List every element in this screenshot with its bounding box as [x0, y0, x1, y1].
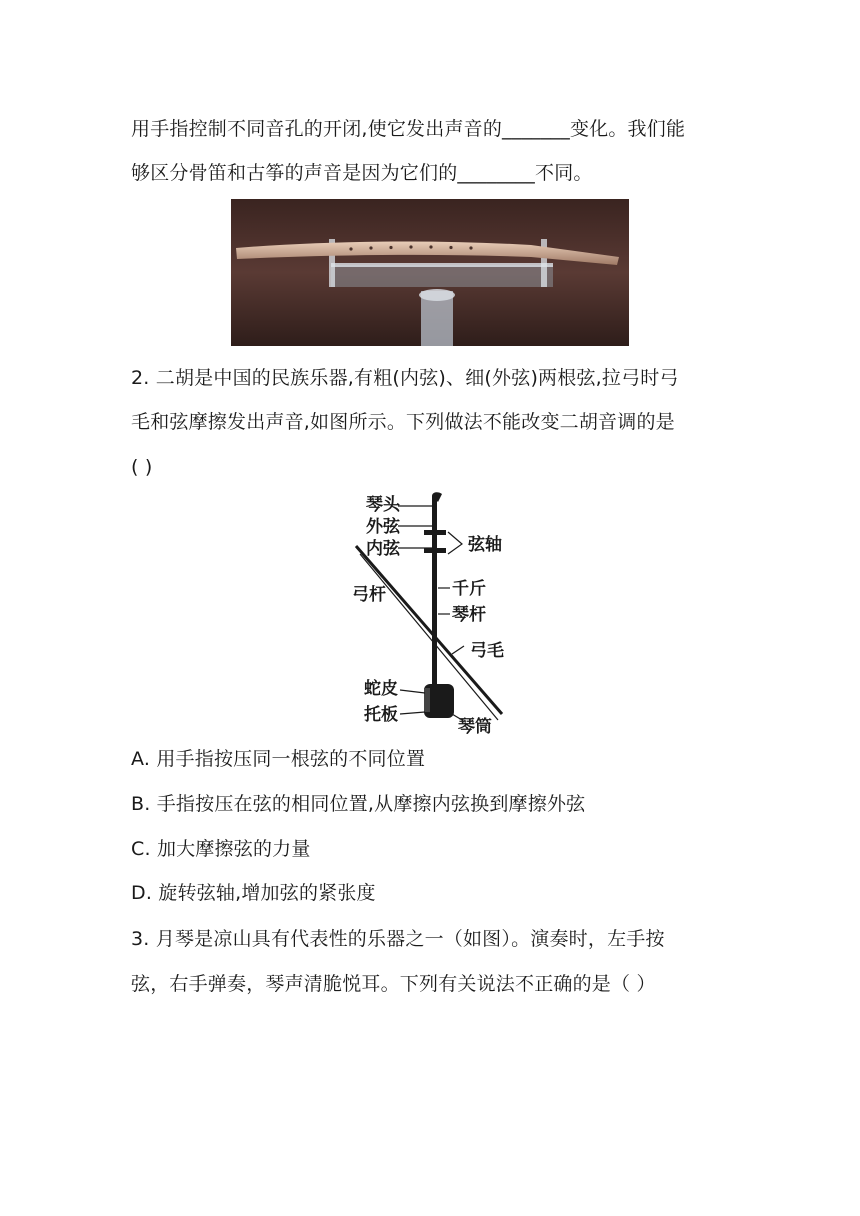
q2-option-d: D. 旋转弦轴,增加弦的紧张度: [131, 882, 376, 904]
erhu-diagram: [352, 488, 524, 734]
erhu-peg-upper: [424, 530, 446, 535]
q2-text-line-2: 毛和弦摩擦发出声音,如图所示。下列做法不能改变二胡音调的是: [131, 411, 675, 433]
erhu-peg-lower: [424, 548, 446, 553]
q2-text-line-1: 2. 二胡是中国的民族乐器,有粗(内弦)、细(外弦)两根弦,拉弓时弓: [131, 367, 679, 389]
label-qintong: 琴筒: [458, 717, 492, 734]
erhu-skin: [424, 688, 430, 712]
label-waixian: 外弦: [366, 517, 400, 537]
q3-text-line-1: 3. 月琴是凉山具有代表性的乐器之一（如图）。演奏时，左手按: [131, 928, 665, 950]
label-tuoban: 托板: [364, 705, 398, 725]
label-xianzhou: 弦轴: [468, 535, 502, 555]
label-gongmao: 弓毛: [470, 641, 504, 661]
label-qintou: 琴头: [366, 495, 400, 515]
q2-text-line-3: ( ): [131, 456, 153, 478]
label-gonggan: 弓杆: [352, 585, 386, 605]
q2-option-a: A. 用手指按压同一根弦的不同位置: [131, 748, 426, 770]
bone-flute-photo: [231, 199, 629, 346]
erhu-neck: [432, 496, 437, 688]
label-neixian: 内弦: [366, 539, 400, 559]
label-qianjin: 千斤: [452, 579, 486, 599]
label-qingan: 琴杆: [452, 605, 486, 625]
q2-option-b: B. 手指按压在弦的相同位置,从摩擦内弦换到摩擦外弦: [131, 793, 586, 815]
q3-text-line-2: 弦，右手弹奏，琴声清脆悦耳。下列有关说法不正确的是（ ）: [131, 973, 656, 995]
q1-text-line-2: 够区分骨笛和古筝的声音是因为它们的________不同。: [131, 162, 593, 184]
q2-option-c: C. 加大摩擦弦的力量: [131, 838, 311, 860]
q1-text-line-1: 用手指控制不同音孔的开闭,使它发出声音的_______变化。我们能: [131, 118, 686, 140]
label-shepi: 蛇皮: [364, 679, 398, 699]
